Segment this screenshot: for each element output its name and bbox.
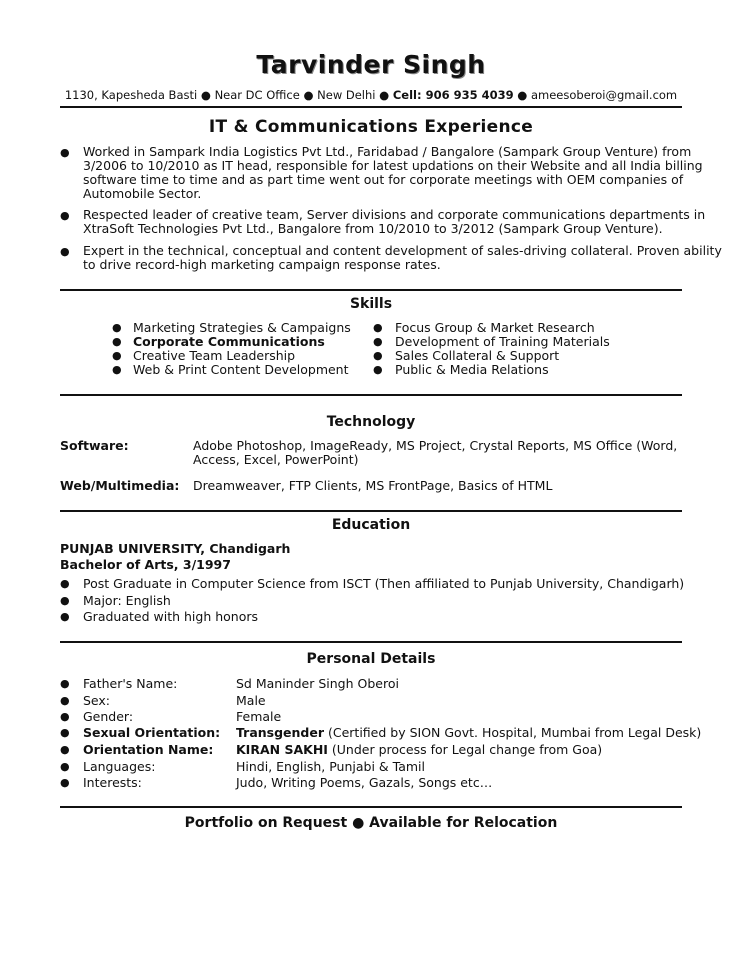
bullet-icon: ● <box>60 146 70 159</box>
skill-item: Corporate Communications <box>133 334 325 349</box>
skill-item: Web & Print Content Development <box>133 362 349 377</box>
experience-heading: IT & Communications Experience <box>208 117 534 137</box>
skill-item: Sales Collateral & Support <box>395 348 560 363</box>
bullet-icon: ● <box>60 610 70 623</box>
degree: Bachelor of Arts, 3/1997 <box>60 557 231 572</box>
portfolio-note: Portfolio on Request <box>184 815 348 831</box>
resume-name: Tarvinder Singh <box>256 50 486 79</box>
bullet-icon: ● <box>373 335 383 348</box>
address-landmark: Near DC Office <box>214 88 300 102</box>
personal-label: Gender: <box>83 709 134 724</box>
bullet-icon: ● <box>60 577 70 590</box>
experience-line: Respected leader of creative team, Server divisions and corporate communications departments in <box>83 207 706 222</box>
relocation-note: Available for Relocation <box>369 815 558 831</box>
separator-dot: ● <box>352 815 365 831</box>
education-item: Major: English <box>83 593 171 608</box>
experience-line: to drive record-high marketing campaign response rates. <box>83 257 441 272</box>
software-label: Software: <box>60 438 129 453</box>
personal-value: Judo, Writing Poems, Gazals, Songs etc… <box>236 775 493 790</box>
bullet-icon: ● <box>112 321 122 334</box>
education-item: Post Graduate in Computer Science from ISCT (Then affiliated to Punjab University, Chandigarh) <box>83 576 685 591</box>
personal-label: Sex: <box>83 693 111 708</box>
university-name: PUNJAB UNIVERSITY, Chandigarh <box>60 541 291 556</box>
personal-label: Sexual Orientation: <box>83 725 221 740</box>
experience-line: XtraSoft Technologies Pvt Ltd., Bangalore from 10/2010 to 3/2012 (Sampark Group Venture). <box>83 221 663 236</box>
skill-item: Marketing Strategies & Campaigns <box>133 320 351 335</box>
bullet-icon: ● <box>112 363 122 376</box>
personal-value: Transgender (Certified by SION Govt. Hospital, Mumbai from Legal Desk) <box>236 725 702 740</box>
technology-heading: Technology <box>326 414 416 430</box>
experience-line: Worked in Sampark India Logistics Pvt Ltd., Faridabad / Bangalore (Sampark Group Venture) from <box>83 144 692 159</box>
bullet-icon: ● <box>60 677 70 690</box>
education-heading: Education <box>331 517 411 533</box>
personal-label: Orientation Name: <box>83 742 214 757</box>
separator-dot: ● <box>303 88 314 102</box>
divider <box>60 806 682 808</box>
cell-number: Cell: 906 935 4039 <box>392 88 514 102</box>
experience-line: Expert in the technical, conceptual and content development of sales-driving collateral. Proven ability <box>83 243 722 258</box>
bullet-icon: ● <box>60 710 70 723</box>
skill-item: Focus Group & Market Research <box>395 320 595 335</box>
software-value: Adobe Photoshop, ImageReady, MS Project, Crystal Reports, MS Office (Word, <box>193 438 678 453</box>
separator-dot: ● <box>200 88 211 102</box>
footer-line <box>0 815 742 831</box>
experience-line: software time to time and as part time went out for corporate meetings with OEM companies of <box>83 172 684 187</box>
education-item: Graduated with high honors <box>83 609 259 624</box>
personal-value: Hindi, English, Punjabi & Tamil <box>236 759 425 774</box>
bullet-icon: ● <box>60 245 70 258</box>
divider <box>60 106 682 108</box>
skill-item: Creative Team Leadership <box>133 348 296 363</box>
bullet-icon: ● <box>60 594 70 607</box>
personal-value: Female <box>236 709 282 724</box>
separator-dot: ● <box>517 88 528 102</box>
software-value: Access, Excel, PowerPoint) <box>193 452 359 467</box>
divider <box>60 641 682 643</box>
web-multimedia-label: Web/Multimedia: <box>60 478 180 493</box>
bullet-icon: ● <box>373 349 383 362</box>
bullet-icon: ● <box>60 726 70 739</box>
personal-label: Father's Name: <box>83 676 178 691</box>
personal-label: Languages: <box>83 759 156 774</box>
skills-heading: Skills <box>349 296 393 312</box>
bullet-icon: ● <box>60 760 70 773</box>
skill-item: Public & Media Relations <box>395 362 549 377</box>
bullet-icon: ● <box>112 335 122 348</box>
experience-line: 3/2006 to 10/2010 as IT head, responsible for latest updations on their Website and all India billing <box>83 158 703 173</box>
bullet-icon: ● <box>112 349 122 362</box>
web-multimedia-value: Dreamweaver, FTP Clients, MS FrontPage, Basics of HTML <box>193 478 553 493</box>
bullet-icon: ● <box>60 776 70 789</box>
bullet-icon: ● <box>60 743 70 756</box>
personal-value: Sd Maninder Singh Oberoi <box>236 676 399 691</box>
personal-value: Male <box>236 693 266 708</box>
divider <box>60 510 682 512</box>
experience-line: Automobile Sector. <box>83 186 202 201</box>
bullet-icon: ● <box>373 363 383 376</box>
bullet-icon: ● <box>60 209 70 222</box>
divider <box>60 394 682 396</box>
address-city: New Delhi <box>317 88 376 102</box>
contact-line <box>0 88 742 102</box>
personal-label: Interests: <box>83 775 142 790</box>
skill-item: Development of Training Materials <box>395 334 610 349</box>
bullet-icon: ● <box>373 321 383 334</box>
bullet-icon: ● <box>60 694 70 707</box>
separator-dot: ● <box>379 88 390 102</box>
address-street: 1130, Kapesheda Basti <box>64 88 198 102</box>
email-address: ameesoberoi@gmail.com <box>530 88 678 102</box>
personal-details-heading: Personal Details <box>306 651 436 667</box>
personal-value: KIRAN SAKHI (Under process for Legal change from Goa) <box>236 742 603 757</box>
divider <box>60 289 682 291</box>
